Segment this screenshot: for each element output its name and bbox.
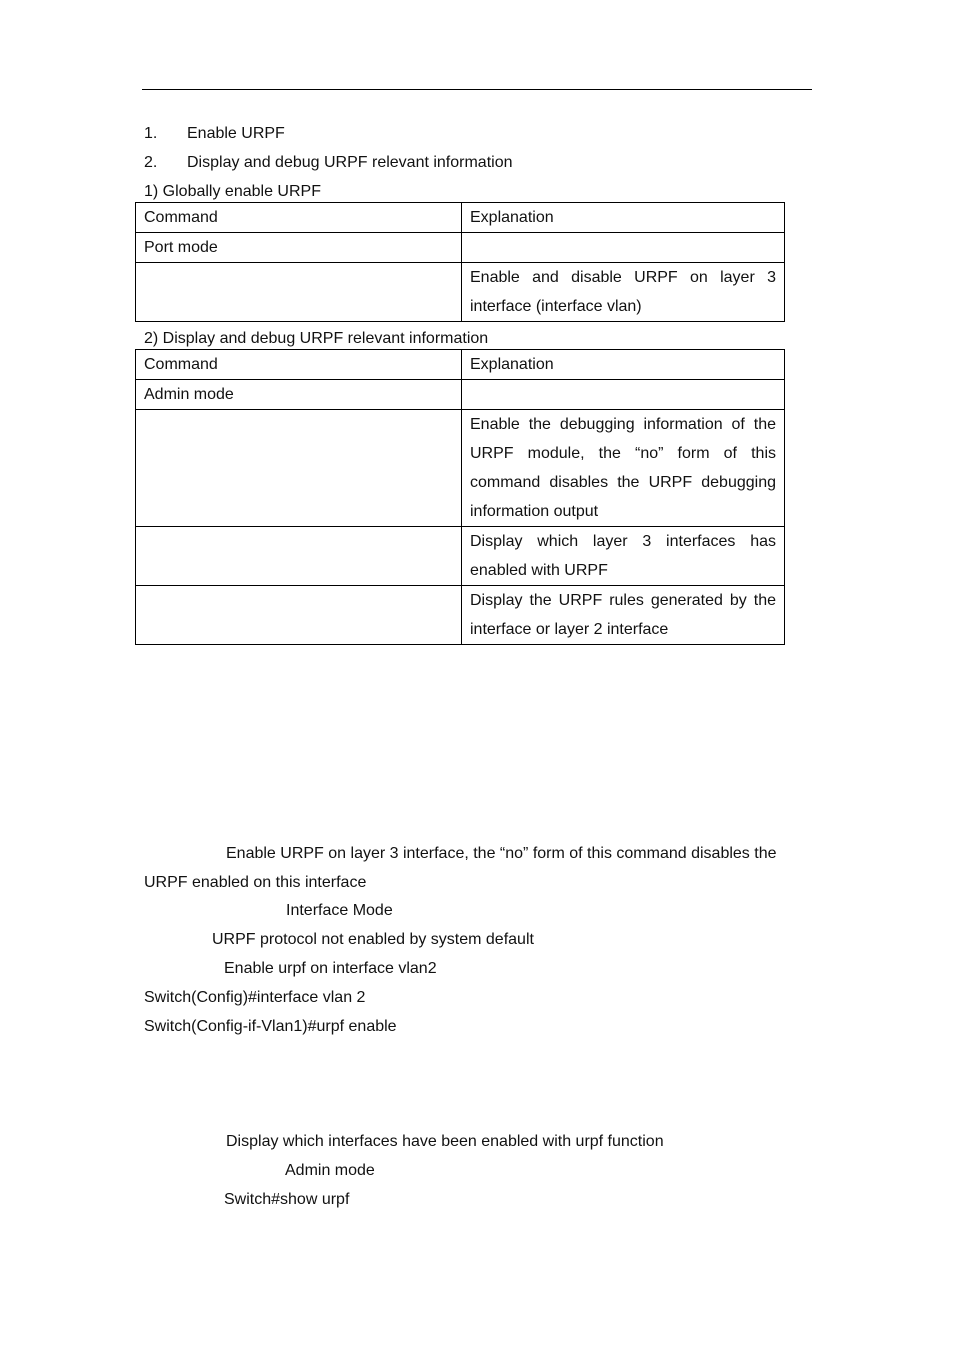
section1-heading: 1) Globally enable URPF [144, 183, 321, 200]
cmd1-default: URPF protocol not enabled by system default [212, 931, 534, 948]
cmd1-code-line2: Switch(Config-if-Vlan1)#urpf enable [144, 1018, 397, 1035]
mode-row [136, 380, 785, 410]
step-item [144, 124, 513, 153]
cmd1-function-line1: Enable URPF on layer 3 interface, the “no” form of this command disables the [226, 845, 777, 862]
step-list [144, 124, 513, 182]
explanation-cell: Enable the debugging information of the URPF module, the “no” form of this command disables the URPF debugging information output [462, 410, 785, 527]
table-row [136, 586, 785, 645]
cmd1-function-line2: URPF enabled on this interface [144, 874, 367, 891]
mode-label: Port mode [136, 233, 462, 263]
explanation-cell: Enable and disable URPF on layer 3 interface (interface vlan) [462, 263, 785, 322]
debug-table [135, 349, 785, 645]
mode-empty-cell [462, 380, 785, 410]
step-number: 2. [144, 154, 158, 171]
command-cell [136, 527, 462, 586]
command-header: Command [136, 350, 462, 380]
command-header: Command [136, 203, 462, 233]
cmd2-example: Switch#show urpf [224, 1191, 350, 1208]
table-row [136, 263, 785, 322]
cmd1-example: Enable urpf on interface vlan2 [224, 960, 437, 977]
global-enable-table [135, 202, 785, 322]
explanation-cell: Display which layer 3 interfaces has enabled with URPF [462, 527, 785, 586]
step-item [144, 153, 513, 182]
cmd2-mode: Admin mode [285, 1162, 375, 1179]
table-header-row [136, 203, 785, 233]
step-text: Display and debug URPF relevant information [187, 154, 513, 171]
table-row [136, 410, 785, 527]
section2-heading: 2) Display and debug URPF relevant information [144, 330, 489, 347]
cmd1-mode: Interface Mode [286, 902, 393, 919]
explanation-cell: Display the URPF rules generated by the interface or layer 2 interface [462, 586, 785, 645]
cmd2-function: Display which interfaces have been enabled with urpf function [226, 1133, 664, 1150]
explanation-header: Explanation [462, 350, 785, 380]
mode-row [136, 233, 785, 263]
step-text: Enable URPF [187, 125, 285, 142]
mode-label: Admin mode [136, 380, 462, 410]
table-header-row [136, 350, 785, 380]
header-rule [142, 89, 812, 90]
step-number: 1. [144, 125, 158, 142]
command-cell [136, 586, 462, 645]
mode-empty-cell [462, 233, 785, 263]
table-row [136, 527, 785, 586]
cmd1-code-line1: Switch(Config)#interface vlan 2 [144, 989, 366, 1006]
explanation-header: Explanation [462, 203, 785, 233]
command-cell [136, 263, 462, 322]
command-cell [136, 410, 462, 527]
